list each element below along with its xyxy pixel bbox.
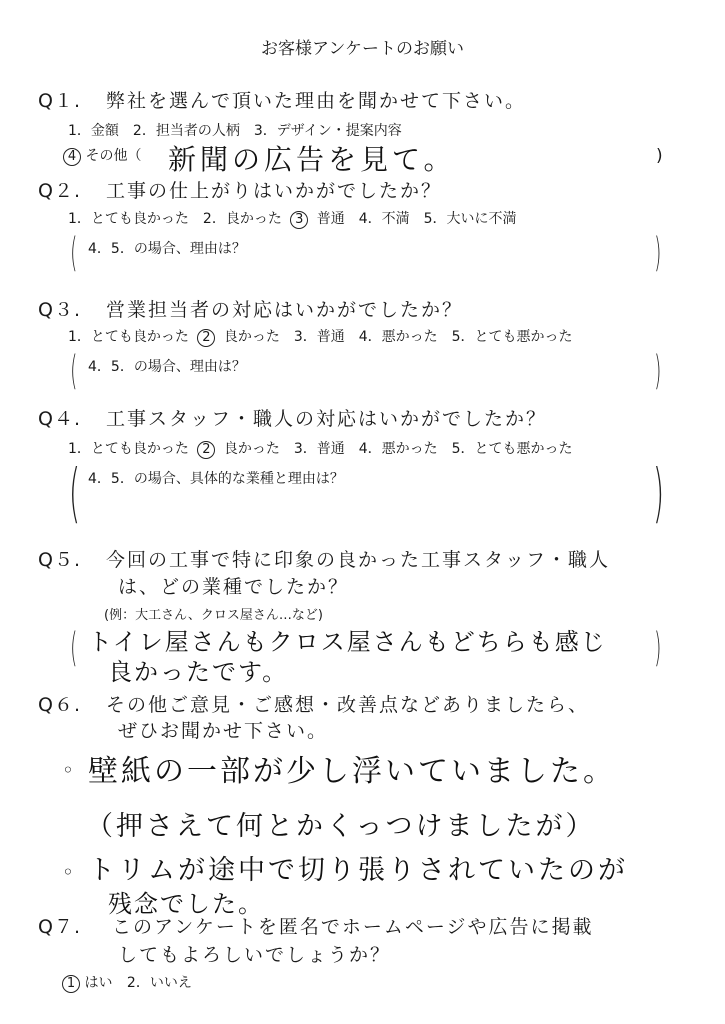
q4-number: Q４. <box>38 408 81 430</box>
q5-question-line1: 今回の工事で特に印象の良かった工事スタッフ・職人 <box>106 549 611 571</box>
q2-options-a: 1．とても良かった 2．良かった <box>68 211 282 227</box>
q2-options-b: 普通 4．不満 5．大いに不満 <box>316 211 517 227</box>
q4-reason-label: 4．5．の場合、具体的な業種と理由は？ <box>88 471 344 487</box>
q3-options <box>68 326 573 347</box>
q4-options-b: 良かった 3．普通 4．悪かった 5．とても悪かった <box>223 441 573 457</box>
q1-circled-answer: 4 <box>63 148 81 166</box>
q1-handwritten-answer: 新聞の広告を見て。 <box>168 143 456 176</box>
q4-options <box>68 438 573 459</box>
q4-question: 工事スタッフ・職人の対応はいかがでしたか？ <box>106 408 548 430</box>
q6-question-line1: その他ご意見・ご感想・改善点などありましたら、 <box>106 694 590 716</box>
q3-close-paren: ) <box>654 348 662 394</box>
q1-close-paren: ) <box>656 146 663 166</box>
q6-handwritten-line1: 壁紙の一部が少し浮いていました。 <box>88 754 616 789</box>
q5-example: (例：大工さん、クロス屋さん…など) <box>104 608 323 623</box>
q6-handwritten-line4: 残念でした。 <box>108 890 264 918</box>
q2-close-paren: ) <box>654 230 662 276</box>
q6-bullet-2: ◦ <box>62 860 74 884</box>
q1-other-label: その他（ <box>85 148 142 164</box>
q5-handwritten-answer-line2: 良かったです。 <box>108 658 289 686</box>
q7-question-line1: このアンケートを匿名でホームページや広告に掲載 <box>112 916 594 938</box>
q2-open-paren: ( <box>70 230 78 276</box>
q5-handwritten-answer-line1: トイレ屋さんもクロス屋さんもどちらも感じ <box>88 628 607 656</box>
q1-other-option <box>63 145 141 166</box>
q5-number: Q５. <box>38 549 81 571</box>
q6-question-line2: ぜひお聞かせ下さい。 <box>118 720 329 742</box>
q5-open-paren: ( <box>70 625 78 671</box>
q6-number: Q６. <box>38 694 81 716</box>
q2-reason-label: 4．5．の場合、理由は？ <box>88 241 246 257</box>
q1-options: 1．金額 2．担当者の人柄 3．デザイン・提案内容 <box>68 123 402 139</box>
q1-question: 弊社を選んで頂いた理由を聞かせて下さい。 <box>106 90 527 112</box>
q6-handwritten-line3: トリムが途中で切り張りされていたのが <box>88 855 628 886</box>
q1-number: Q１. <box>38 90 81 112</box>
q4-circled-answer: 2 <box>197 441 215 459</box>
q7-option-yes: はい <box>84 975 113 991</box>
q7-options <box>62 972 192 993</box>
q3-open-paren: ( <box>70 348 78 394</box>
q7-circled-answer: 1 <box>62 975 80 993</box>
q2-options <box>68 208 517 229</box>
q7-question-line2: してもよろしいでしょうか？ <box>118 944 392 966</box>
q4-options-a: 1．とても良かった <box>68 441 189 457</box>
q6-bullet-1: ◦ <box>62 758 74 782</box>
q2-number: Q２. <box>38 180 81 202</box>
q5-question-line2: は、どの業種でしたか？ <box>118 576 350 598</box>
q2-circled-answer: 3 <box>290 211 308 229</box>
q7-number: Q７. <box>38 916 81 938</box>
q2-question: 工事の仕上がりはいかがでしたか？ <box>106 180 443 202</box>
q4-open-paren: ( <box>68 457 81 531</box>
q3-circled-answer: 2 <box>197 329 215 347</box>
q4-close-paren: ) <box>652 457 665 531</box>
q6-handwritten-line2: （押さえて何とかくっつけましたが） <box>86 811 596 842</box>
q3-options-a: 1．とても良かった <box>68 329 189 345</box>
q3-number: Q３. <box>38 299 81 321</box>
q3-reason-label: 4．5．の場合、理由は？ <box>88 359 246 375</box>
q3-options-b: 良かった 3．普通 4．悪かった 5．とても悪かった <box>223 329 573 345</box>
q3-question: 営業担当者の対応はいかがでしたか？ <box>106 299 464 321</box>
page-title: お客様アンケートのお願い <box>261 39 464 59</box>
q7-option-no: 2．いいえ <box>126 975 192 991</box>
q5-close-paren: ) <box>654 625 662 671</box>
